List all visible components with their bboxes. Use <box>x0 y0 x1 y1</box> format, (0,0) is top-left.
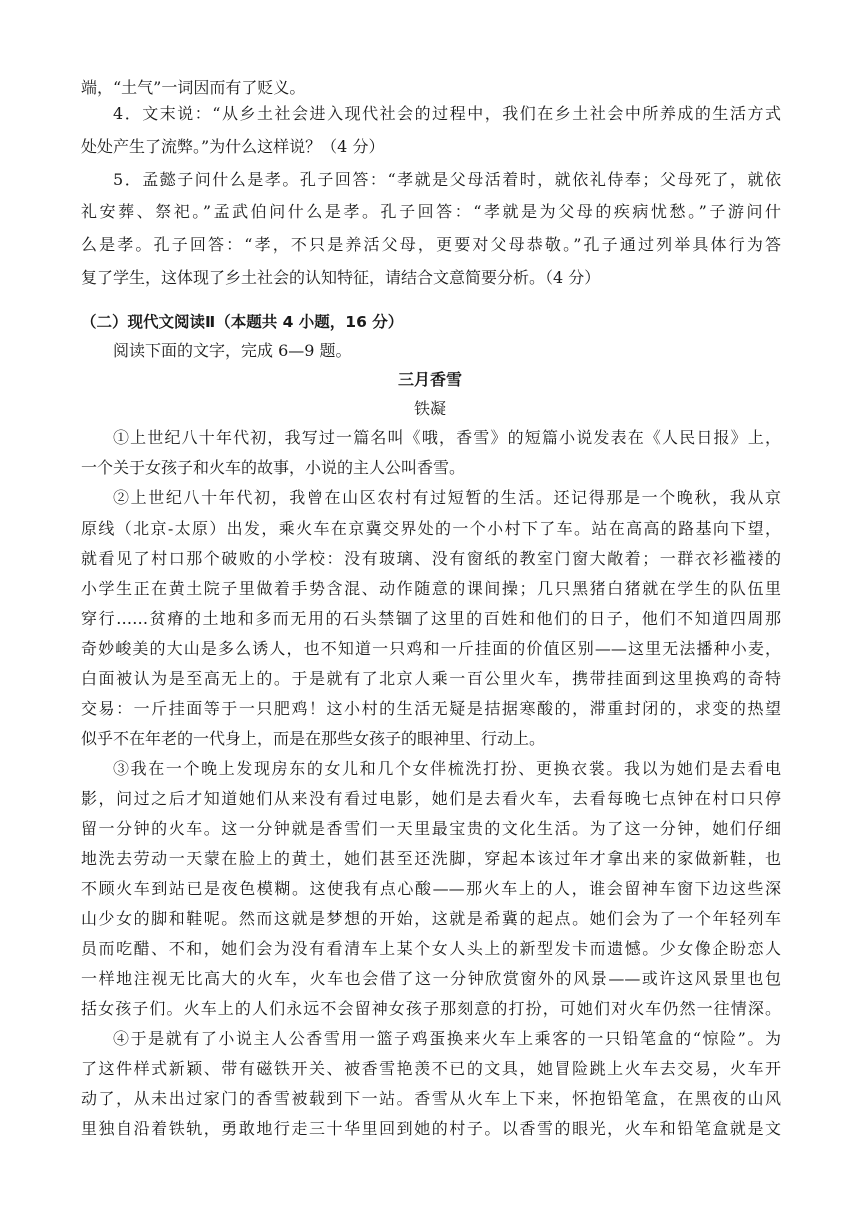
paragraph-2-line-3: 就看见了村口那个破败的小学校：没有玻璃、没有窗纸的教室门窗大敞着；一群衣衫褴褛的 <box>81 549 781 568</box>
section-instruction: 阅读下面的文字，完成 6—9 题。 <box>113 341 352 360</box>
question-5-line-1: 5．孟懿子问什么是孝。孔子回答：“孝就是父母活着时，就依礼侍奉；父母死了，就依 <box>113 170 781 189</box>
paragraph-3-line-1: ③我在一个晚上发现房东的女儿和几个女伴梳洗打扮、更换衣裳。我以为她们是去看电 <box>113 759 781 778</box>
paragraph-3-line-5: 不顾火车到站已是夜色模糊。这使我有点心酸——那火车上的人，谁会留神车窗下边这些深 <box>81 879 781 898</box>
paragraph-4-line-4: 里独自沿着铁轨，勇敢地行走三十华里回到她的村子。以香雪的眼光，火车和铅笔盒就是文 <box>81 1119 781 1138</box>
paragraph-1-line-1: ①上世纪八十年代初，我写过一篇名叫《哦，香雪》的短篇小说发表在《人民日报》上， <box>113 428 781 447</box>
paragraph-3-line-2: 影，问过之后才知道她们从来没有看过电影，她们是去看火车，去看每晚七点钟在村口只停 <box>81 789 781 808</box>
section-heading: （二）现代文阅读Ⅱ（本题共 4 小题，16 分） <box>81 313 404 331</box>
paragraph-3-line-9: 括女孩子们。火车上的人们永远不会留神女孩子那刻意的打扮，可她们对火车仍然一往情深。 <box>81 999 781 1018</box>
paragraph-2-line-8: 交易：一斤挂面等于一只肥鸡！这小村的生活无疑是拮据寒酸的，滞重封闭的，求变的热望 <box>81 699 781 718</box>
question-5-line-4: 复了学生，这体现了乡土社会的认知特征，请结合文意简要分析。（4 分） <box>81 268 601 287</box>
question-5-line-3: 么是孝。孔子回答：“孝，不只是养活父母，更要对父母恭敬。”孔子通过列举具体行为答 <box>81 235 781 254</box>
paragraph-4-line-3: 动了，从未出过家门的香雪被载到下一站。香雪从火车上下来，怀抱铅笔盒，在黑夜的山风 <box>81 1089 781 1108</box>
paragraph-2-line-4: 小学生正在黄土院子里做着手势含混、动作随意的课间操；几只黑猪白猪就在学生的队伍里 <box>81 579 781 598</box>
paragraph-2-line-9: 似乎不在年老的一代身上，而是在那些女孩子的眼神里、行动上。 <box>81 729 546 748</box>
paragraph-2-line-6: 奇妙峻美的大山是多么诱人，也不知道一只鸡和一斤挂面的价值区别——这里无法播种小麦， <box>81 639 781 658</box>
paragraph-3-line-7: 员而吃醋、不和，她们会为没有看清车上某个女人头上的新型发卡而遗憾。少女像企盼恋人 <box>81 939 781 958</box>
question-3-tail: 端，“土气”一词因而有了贬义。 <box>81 78 306 97</box>
question-4-line-2: 处处产生了流弊。”为什么这样说？（4 分） <box>81 137 385 156</box>
paragraph-2-line-7: 白面被认为是至高无上的。于是就有了北京人乘一百公里火车，携带挂面到这里换鸡的奇特 <box>81 669 781 688</box>
paragraph-4-line-1: ④于是就有了小说主人公香雪用一篮子鸡蛋换来火车上乘客的一只铅笔盒的“惊险”。为 <box>113 1029 781 1048</box>
paragraph-3-line-3: 留一分钟的火车。这一分钟就是香雪们一天里最宝贵的文化生活。为了这一分钟，她们仔细 <box>81 819 781 838</box>
paragraph-3-line-4: 地洗去劳动一天蒙在脸上的黄土，她们甚至还洗脚，穿起本该过年才拿出来的家做新鞋，也 <box>81 849 781 868</box>
paragraph-4-line-2: 了这件样式新颖、带有磁铁开关、被香雪艳羡不已的文具，她冒险跳上火车去交易，火车开 <box>81 1059 781 1078</box>
paragraph-1-line-2: 一个关于女孩子和火车的故事，小说的主人公叫香雪。 <box>81 458 466 477</box>
paragraph-3-line-8: 一样地注视无比高大的火车，火车也会借了这一分钟欣赏窗外的风景——或许这风景里也包 <box>81 969 781 988</box>
paragraph-3-line-6: 山少女的脚和鞋呢。然而这就是梦想的开始，这就是希冀的起点。她们会为了一个年轻列车 <box>81 909 781 928</box>
paragraph-2-line-1: ②上世纪八十年代初，我曾在山区农村有过短暂的生活。还记得那是一个晚秋，我从京 <box>113 488 781 507</box>
article-author: 铁凝 <box>413 399 446 418</box>
question-4-line-1: 4．文末说：“从乡土社会进入现代社会的过程中，我们在乡土社会中所养成的生活方式 <box>113 104 781 123</box>
article-title: 三月香雪 <box>397 370 462 389</box>
paragraph-2-line-2: 原线（北京-太原）出发，乘火车在京冀交界处的一个小村下了车。站在高高的路基向下望， <box>81 519 781 538</box>
paragraph-2-line-5: 穿行……贫瘠的土地和多而无用的石头禁锢了这里的百姓和他们的日子，他们不知道四周那 <box>81 609 781 628</box>
question-5-line-2: 礼安葬、祭祀。”孟武伯问什么是孝。孔子回答：“孝就是为父母的疾病忧愁。”子游问什 <box>81 202 781 221</box>
